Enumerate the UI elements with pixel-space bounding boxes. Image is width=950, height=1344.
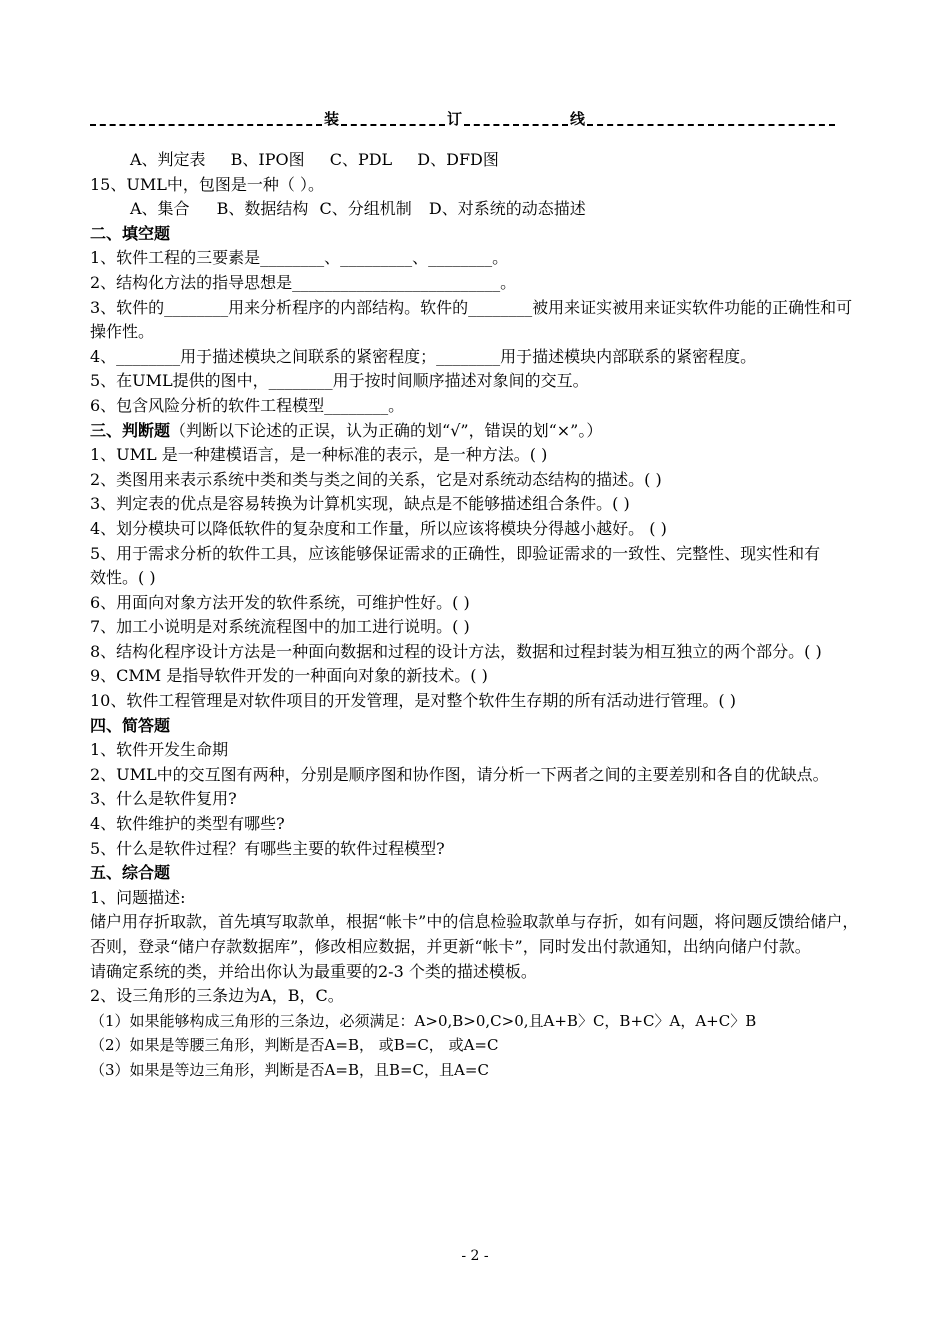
judge-item: 8、结构化程序设计方法是一种面向数据和过程的设计方法，数据和过程封装为相互独立的两个部分。( ) — [90, 641, 822, 661]
option: A、集合 — [130, 199, 190, 219]
comp-q2-title: 2、设三角形的三条边为A，B，C。 — [90, 986, 344, 1006]
option: B、数据结构 — [216, 199, 309, 219]
q15-question: 15、UML中，包图是一种（ ）。 — [90, 174, 324, 194]
judge-item: 3、判定表的优点是容易转换为计算机实现，缺点是不能够描述组合条件。( ) — [90, 494, 630, 514]
document-body — [90, 148, 862, 1083]
comp-q2-item: （3）如果是等边三角形，判断是否A=B，且B=C，且A=C — [90, 1060, 489, 1079]
judge-item: 5、用于需求分析的软件工具，应该能够保证需求的正确性，即验证需求的一致性、完整性、现实性和有效性。( ) — [90, 543, 821, 588]
comp-q2-item: （2）如果是等腰三角形，判断是否A=B， 或B=C， 或A=C — [90, 1036, 499, 1055]
comp-q1-body: 储户用存折取款，首先填写取款单，根据“帐卡”中的信息检验取款单与存折，如有问题，将问题反馈给储户，否则，登录“储户存款数据库”，修改相应数据，并更新“帐卡”，同时发出付款通知，出纳向储户付款。 — [90, 912, 859, 956]
short-item: 1、软件开发生命期 — [90, 740, 229, 760]
judge-item: 7、加工小说明是对系统流程图中的加工进行说明。( ) — [90, 617, 470, 637]
fill-item: 5、在UML提供的图中，________用于按时间顺序描述对象间的交互。 — [90, 371, 589, 391]
fill-item: 2、结构化方法的指导思想是__________________________。 — [90, 272, 517, 292]
q15-options — [90, 197, 862, 222]
short-item: 5、什么是软件过程？有哪些主要的软件过程模型? — [90, 838, 445, 858]
fill-item: 6、包含风险分析的软件工程模型________。 — [90, 395, 405, 415]
binding-char: 订 — [447, 110, 463, 128]
option: B、IPO图 — [230, 150, 305, 169]
judge-item: 1、UML 是一种建模语言，是一种标准的表示，是一种方法。( ) — [90, 445, 548, 465]
fill-item: 3、软件的________用来分析程序的内部结构。软件的________被用来证实被用来证实软件功能的正确性和可操作性。 — [90, 297, 853, 342]
short-item: 3、什么是软件复用? — [90, 789, 237, 809]
binding-char: 线 — [570, 110, 586, 128]
binding-dash — [587, 108, 835, 126]
fill-item: 1、软件工程的三要素是________、_________、________。 — [90, 248, 509, 268]
judge-item: 9、CMM 是指导软件开发的一种面向对象的新技术。( ) — [90, 666, 488, 686]
binding-char: 装 — [324, 110, 340, 128]
short-item: 4、软件维护的类型有哪些? — [90, 814, 285, 834]
option: C、分组机制 — [319, 199, 412, 219]
page-number: - 2 - — [461, 1248, 489, 1264]
binding-dash — [464, 108, 568, 126]
binding-dash — [90, 108, 322, 126]
comp-q2-item: （1）如果能够构成三角形的三条边，必须满足：A>0,B>0,C>0,且A+B〉C，B+C〉A，A+C〉B — [90, 1011, 757, 1030]
section-heading-fill-blank: 二、填空题 — [90, 223, 171, 243]
judge-item: 10、软件工程管理是对软件项目的开发管理，是对整个软件生存期的所有活动进行管理。( ) — [90, 691, 736, 711]
section-heading-short-answer: 四、简答题 — [90, 715, 171, 735]
option: A、判定表 — [130, 150, 206, 169]
section-heading-comprehensive: 五、综合题 — [90, 863, 171, 883]
judge-item: 4、划分模块可以降低软件的复杂度和工作量，所以应该将模块分得越小越好。 ( ) — [90, 518, 667, 538]
judge-item: 2、类图用来表示系统中类和类与类之间的关系，它是对系统动态结构的描述。( ) — [90, 469, 662, 489]
binding-dash — [341, 108, 445, 126]
comp-q1-title: 1、问题描述: — [90, 887, 186, 907]
short-item: 2、UML中的交互图有两种，分别是顺序图和协作图，请分析一下两者之间的主要差别和各自的优缺点。 — [90, 764, 829, 784]
option: D、对系统的动态描述 — [428, 199, 586, 219]
heading-text: 三、判断题 — [90, 420, 171, 440]
binding-line — [90, 108, 862, 132]
section-heading-true-false — [90, 419, 862, 444]
option: D、DFD图 — [417, 150, 499, 169]
option: C、PDL — [329, 150, 393, 169]
q14-options — [90, 148, 862, 173]
comp-q1-task: 请确定系统的类，并给出你认为最重要的2-3 个类的描述模板。 — [90, 961, 537, 981]
fill-item: 4、________用于描述模块之间联系的紧密程度；________用于描述模块内部联系的紧密程度。 — [90, 346, 757, 366]
heading-note: （判断以下论述的正误，认为正确的划“√”，错误的划“×”。） — [170, 420, 603, 440]
judge-item: 6、用面向对象方法开发的软件系统，可维护性好。( ) — [90, 592, 470, 612]
